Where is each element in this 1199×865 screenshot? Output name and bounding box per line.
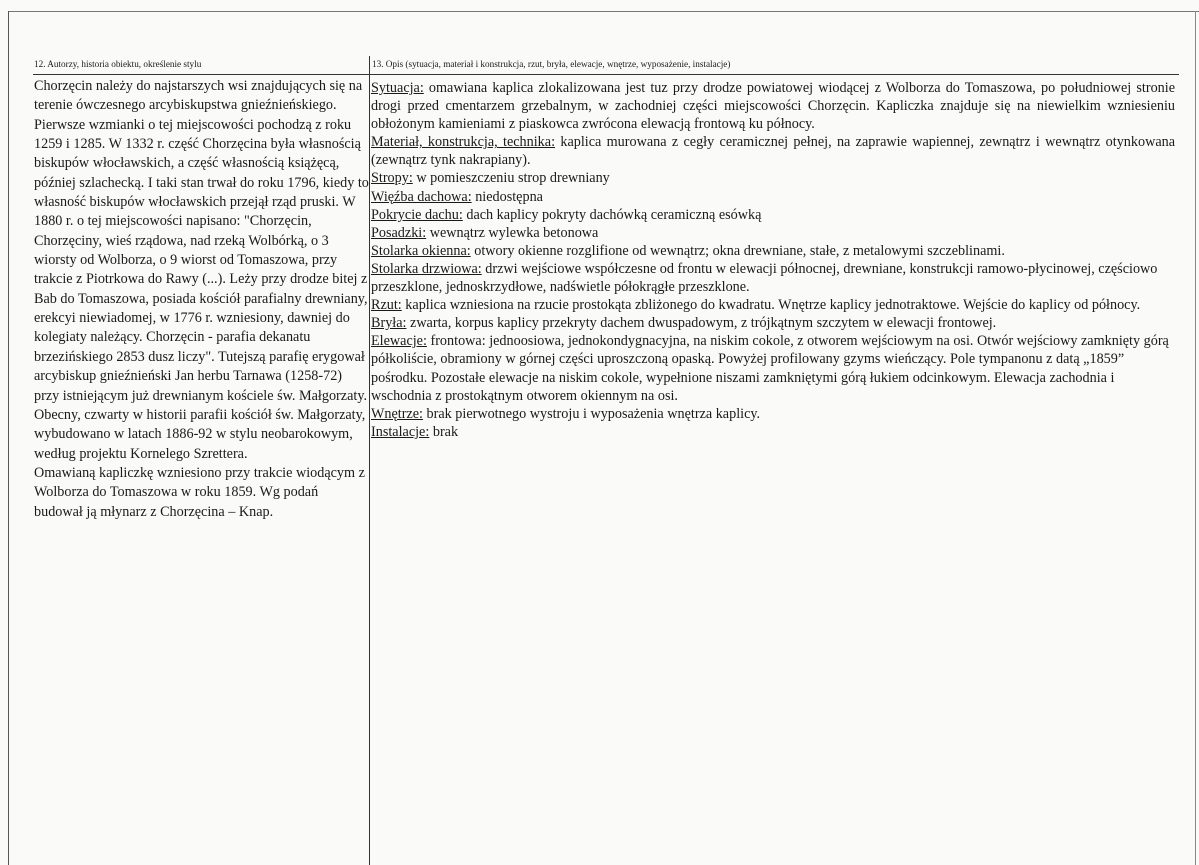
entry-text: w pomieszczeniu strop drewniany	[412, 170, 610, 187]
entry-label: Posadzki:	[371, 224, 427, 241]
description-entry-installations	[371, 423, 1175, 441]
description-entry-plan	[371, 296, 1175, 314]
entry-label: Wnętrze:	[371, 405, 423, 422]
entry-text: drzwi wejściowe współczesne od frontu w elewacji północnej, drewniane, konstrukcji ramowo-płycinowej, częściowo przeszklone, jednoskrzydłowe, nadświetle półokrągłe przeszklone.	[371, 260, 1158, 296]
description-column	[371, 79, 1175, 441]
description-entry-material	[371, 133, 1175, 169]
entry-label: Stropy:	[371, 170, 413, 187]
description-entry-doors	[371, 260, 1175, 296]
entry-text: kaplica murowana z cegły ceramicznej pełnej, na zaprawie wapiennej, zewnątrz i wewnątrz otynkowana (zewnątrz tynk nakrapiany).	[371, 134, 1176, 169]
table-right-border	[1195, 11, 1196, 865]
entry-text: brak	[429, 423, 459, 440]
entry-text: niedostępna	[471, 188, 543, 205]
entry-label: Pokrycie dachu:	[371, 206, 463, 223]
entry-text: wewnątrz wylewka betonowa	[426, 224, 599, 241]
description-entry-massing	[371, 314, 1175, 332]
description-entry-ceilings	[371, 169, 1175, 187]
entry-text: otwory okienne rozglifione od wewnątrz; okna drewniane, stałe, z metalowymi szczeblinami.	[470, 242, 1005, 259]
entry-text: zwarta, korpus kaplicy przekryty dachem dwuspadowym, z trójkątnym szczytem w elewacji frontowej.	[406, 315, 997, 332]
description-entry-elevations	[371, 332, 1175, 404]
table-left-border	[8, 11, 9, 865]
entry-text: frontowa: jednoosiowa, jednokondygnacyjna, na niskim cokole, z otworem wejściowym na osi. Otwór wejściowy zamknięty górą półkoliście, obramiony w górnej części uproszczoną opaską. Powyżej profilowany gzyms wieńczący. Pole tympanonu z datą „1859” pośrodku. Pozostałe elewacje na niskim cokole, wypełnione niszami zamkniętymi górą łukiem odcinkowym. Elewacja zachodnia i wschodnia z prostokątnym otworem okiennym na osi.	[371, 333, 1169, 404]
description-entry-floors	[371, 224, 1175, 242]
description-entry-roof-truss	[371, 188, 1175, 206]
entry-text: kaplica wzniesiona na rzucie prostokąta zbliżonego do kwadratu. Wnętrze kaplicy jednotraktowe. Wejście do kaplicy od północy.	[401, 297, 1141, 314]
description-entry-roofing	[371, 206, 1175, 224]
entry-text: dach kaplicy pokryty dachówką ceramiczną esówką	[462, 206, 762, 223]
entry-label: Bryła:	[371, 315, 407, 332]
header-description: 13. Opis (sytuacja, materiał i konstrukcja, rzut, bryła, elewacje, wnętrze, wyposażenie, instalacje)	[372, 59, 731, 69]
entry-label: Sytuacja:	[371, 80, 424, 96]
entry-label: Instalacje:	[371, 423, 430, 440]
entry-text: omawiana kaplica zlokalizowana jest tuz przy drodze powiatowej wiodącej z Wolborza do Tomaszowa, po południowej stronie drogi przed cmentarzem grzebalnym, w zachodniej części miejscowości Chorzęcin. Kapliczka znajduje się na niewielkim wzniesieniu obłożonym kamieniami z piaskowca zwrócona elewacją frontową ku północy.	[371, 80, 1175, 133]
header-rule	[33, 74, 1179, 75]
table-top-border	[8, 11, 1199, 12]
entry-label: Materiał, konstrukcja, technika:	[371, 134, 556, 151]
entry-label: Stolarka drzwiowa:	[371, 260, 482, 277]
description-entry-interior	[371, 405, 1175, 423]
history-paragraph: Omawianą kapliczkę wzniesiono przy trakcie wiodącym z Wolborza do Tomaszowa w roku 1859. Wg podań budował ją młynarz z Chorzęcina – Knap.	[34, 464, 365, 520]
entry-label: Więźba dachowa:	[371, 188, 472, 205]
description-entry-windows	[371, 242, 1175, 260]
history-column	[34, 77, 370, 522]
entry-label: Rzut:	[371, 297, 402, 314]
history-paragraph: Chorzęcin należy do najstarszych wsi znajdujących się na terenie ówczesnego arcybiskupstwa gnieźnieńskiego. Pierwsze wzmianki o tej miejscowości pochodzą z roku 1259 i 1285. W 1332 r. część Chorzęcina była własnością biskupów włocławskich, a część własnością książęcą, później szlachecką. I taki stan trwał do roku 1796, kiedy to własność biskupów włocławskich przejął rząd pruski. W 1880 r. o tej miejscowości napisano: "Chorzęcin, Chorzęciny, wieś rządowa, nad rzeką Wolbórką, o 3 wiorsty od Wolborza, o 9 wiorst od Tomaszowa, przy trakcie z Piotrkowa do Rawy (...). Leży przy drodze bitej z Bab do Tomaszowa, posiada kościół parafialny drewniany, erekcyi niewiadomej, w 1776 r. wzniesiony, dawniej do kolegiaty należący. Chorzęcin - parafia dekanatu brzezińskiego 2853 dusz liczy". Tutejszą parafię erygował arcybiskup gnieźnieński Jan herbu Tarnawa (1258-72) przy istniejącym już drewnianym kościele św. Małgorzaty. Obecny, czwarty w historii parafii kościół św. Małgorzaty, wybudowano w latach 1886-92 w stylu neobarokowym, według projektu Kornelego Szrettera.	[34, 78, 369, 462]
entry-label: Stolarka okienna:	[371, 242, 471, 259]
entry-text: brak pierwotnego wystroju i wyposażenia wnętrza kaplicy.	[422, 405, 761, 422]
header-history: 12. Autorzy, historia obiektu, określenie stylu	[34, 59, 202, 69]
description-entry-situation	[371, 79, 1175, 133]
entry-label: Elewacje:	[371, 333, 427, 350]
